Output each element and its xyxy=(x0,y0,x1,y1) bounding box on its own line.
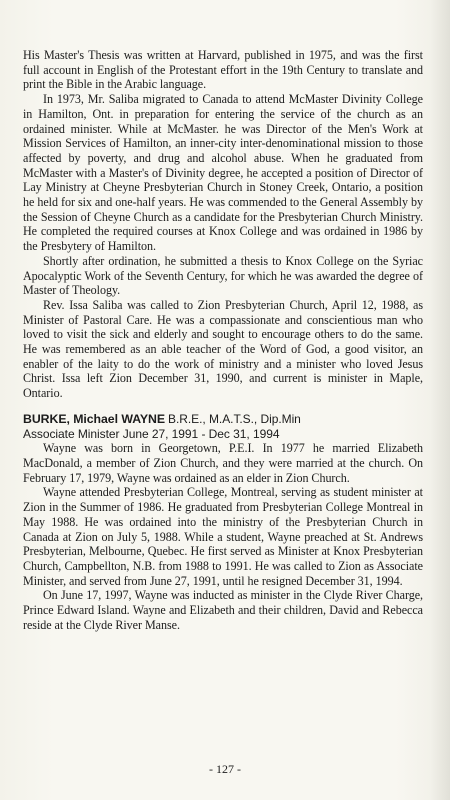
page-edge-shadow xyxy=(430,0,450,800)
ordination-paragraph: Shortly after ordination, he submitted a thesis to Knox College on the Syriac Apocalyptic Work of the Seventh Century, for which he was awarded the degree of Master of Theology. xyxy=(23,253,423,298)
biography-credentials: B.R.E., M.A.T.S., Dip.Min xyxy=(168,411,301,426)
thesis-paragraph: His Master's Thesis was written at Harvard, published in 1975, and was the first full account in English of the Protestant effort in the 19th Century to translate and print the Bible in the Arabic language. xyxy=(23,48,423,92)
page-number: - 127 - xyxy=(209,762,241,776)
biography-paragraph: On June 17, 1997, Wayne was inducted as minister in the Clyde River Charge, Prince Edward Island. Wayne and Elizabeth and their children, David and Rebecca reside at the Clyde River Manse. xyxy=(23,588,423,632)
biography-role: Associate Minister June 27, 1991 - Dec 31, 1994 xyxy=(23,426,280,441)
biography-name: BURKE, Michael WAYNE xyxy=(23,411,166,426)
page-body xyxy=(23,48,423,632)
zion-call-paragraph: Rev. Issa Saliba was called to Zion Presbyterian Church, April 12, 1988, as Minister of Pastoral Care. He was a compassionate and conscientious man who loved to visit the sick and elderly and sought to encourage others to do the same. He was remembered as an able teacher of the Word of God, a good visitor, an enabler of the laity to do the work of ministry and a minister who loved Jesus Christ. Issa left Zion December 31, 1990, and current is minister in Maple, Ontario. xyxy=(23,297,423,401)
biography-paragraph: Wayne was born in Georgetown, P.E.I. In 1977 he married Elizabeth MacDonald, a member of Zion Church, and they were married at the church. On February 17, 1979, Wayne was ordained as an elder in Zion Church. xyxy=(23,441,423,485)
biography-paragraph: Wayne attended Presbyterian College, Montreal, serving as student minister at Zion in the Summer of 1986. He graduated from Presbyterian College Montreal in May 1988. He was ordained into the ministry of the Presbyterian Church in Canada at Zion on July 5, 1988. While a student, Wayne preached at St. Andrews Presbyterian, Melbourne, Quebec. He first served as Minister at Knox Presbyterian Church, Campbellton, N.B. from 1988 to 1991. He was called to Zion as Associate Minister, and served from June 27, 1991, until he resigned December 31, 1994. xyxy=(23,485,423,588)
biography-heading xyxy=(23,412,423,427)
mcmaster-paragraph: In 1973, Mr. Saliba migrated to Canada to attend McMaster Divinity College in Hamilton, Ont. in preparation for entering the service of the church as an ordained minister. While at McMaster. he was Director of the Men's Work at Mission Services of Hamilton, an inner-city inter-denominational mission to those affected by poverty, and drug and alcohol abuse. When he graduated from McMaster with a Master's of Divinity degree, he accepted a position of Director of Lay Ministry at Cheyne Presbyterian Church in Stoney Creek, Ontario, a position he held for six and one-half years. He was commended to the General Assembly by the Session of Cheyne Church as a candidate for the Presbyterian Church Ministry. He completed the required courses at Knox College and was ordained in 1986 by the Presbytery of Hamilton. xyxy=(23,92,423,254)
